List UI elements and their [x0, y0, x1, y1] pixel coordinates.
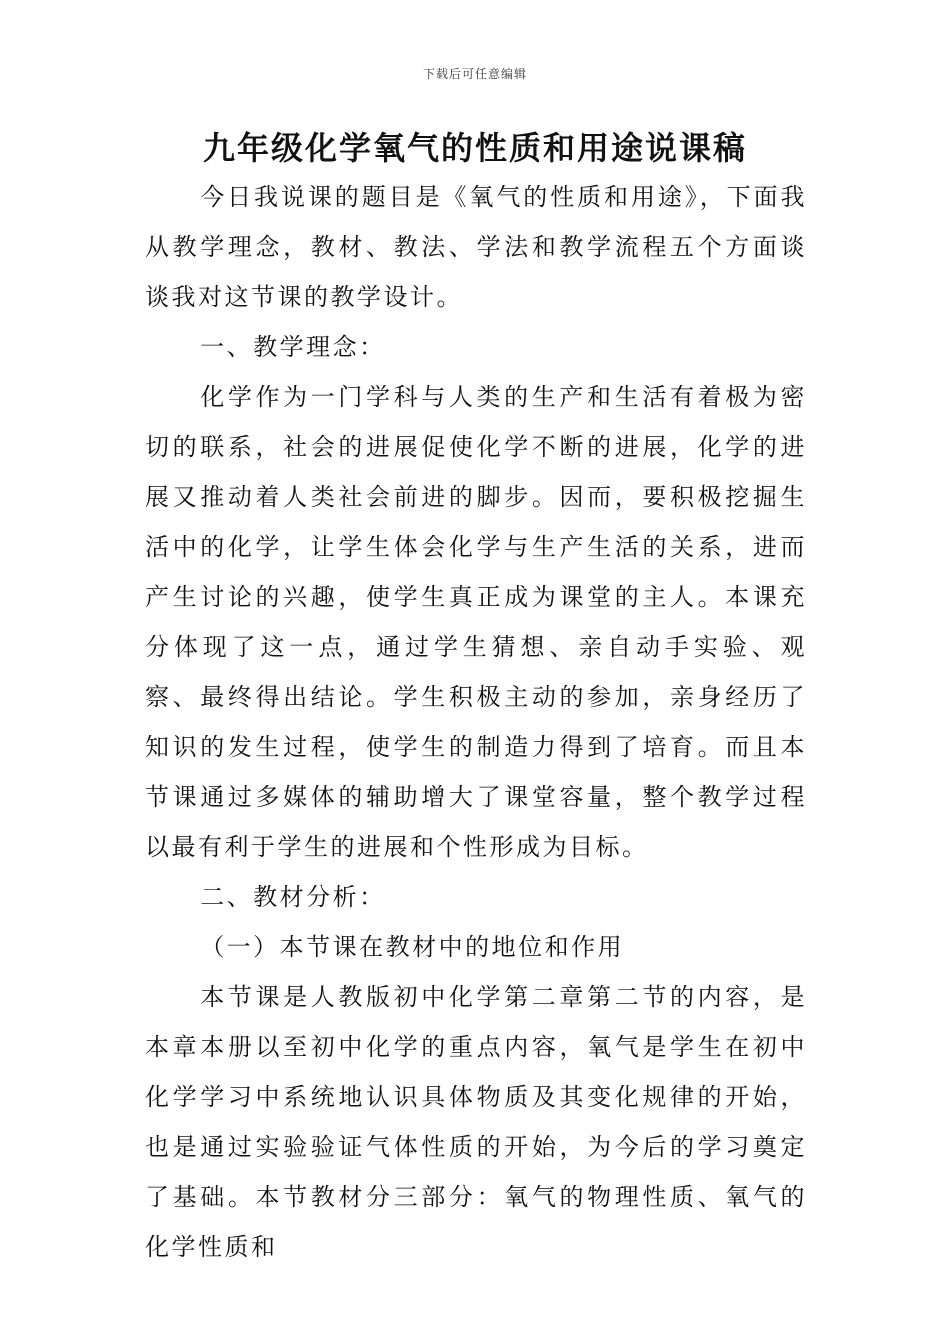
intro-paragraph: 今日我说课的题目是《氧气的性质和用途》，下面我从教学理念，教材、教法、学法和教学流程五个方面谈谈我对这节课的教学设计。	[145, 183, 807, 311]
teaching-philosophy-paragraph: 化学作为一门学科与人类的生产和生活有着极为密切的联系，社会的进展促使化学不断的进展，化学的进展又推动着人类社会前进的脚步。因而，要积极挖掘生活中的化学，让学生体会化学与生产生活的关系，进而产生讨论的兴趣，使学生真正成为课堂的主人。本课充分体现了这一点，通过学生猜想、亲自动手实验、观察、最终得出结论。学生积极主动的参加，亲身经历了知识的发生过程，使学生的制造力得到了培育。而且本节课通过多媒体的辅助增大了课堂容量，整个教学过程以最有利于学生的进展和个性形成为目标。	[145, 383, 807, 861]
document-body	[145, 172, 807, 1272]
document-title: 九年级化学氧气的性质和用途说课稿	[202, 129, 747, 167]
section-heading-teaching-philosophy: 一、教学理念：	[200, 333, 386, 361]
subsection-heading-position-role: （一）本节课在教材中的地位和作用	[200, 933, 625, 961]
header-note: 下载后可任意编辑	[422, 67, 527, 81]
section-heading-textbook-analysis: 二、教材分析：	[200, 883, 386, 911]
position-role-paragraph: 本节课是人教版初中化学第二章第二节的内容，是本章本册以至初中化学的重点内容，氧气是学生在初中化学学习中系统地认识具体物质及其变化规律的开始，也是通过实验验证气体性质的开始，为今后的学习奠定了基础。本节教材分三部分：氧气的物理性质、氧气的化学性质和	[145, 983, 807, 1261]
